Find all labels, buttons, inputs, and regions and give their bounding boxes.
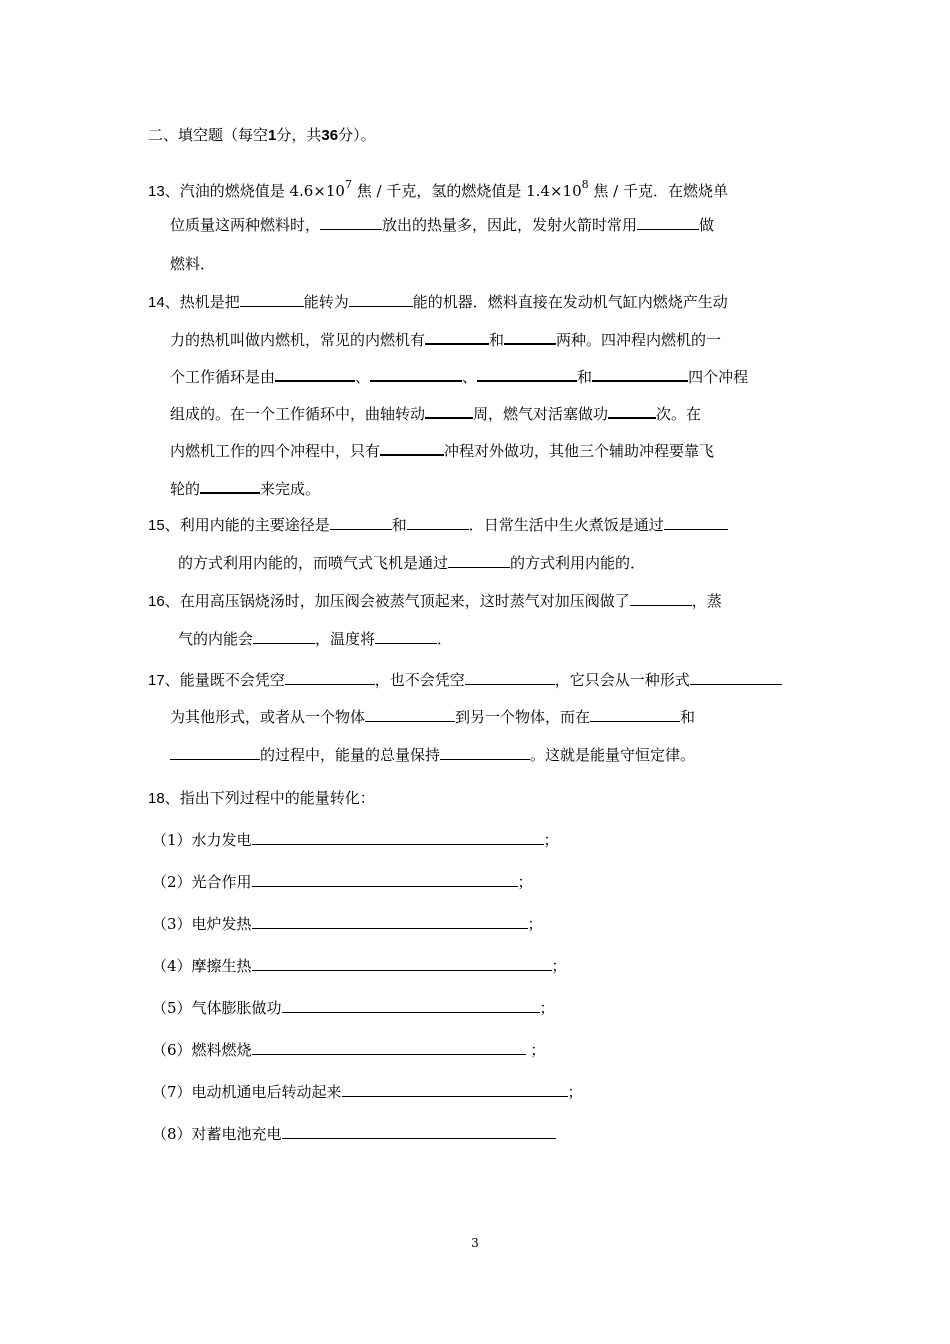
section-title-middle: 分，共	[276, 126, 322, 144]
answer-blank[interactable]	[477, 366, 577, 382]
answer-blank[interactable]	[252, 1040, 526, 1055]
q16-text: ．	[437, 630, 453, 648]
q17-text: 和	[680, 708, 696, 726]
answer-blank[interactable]	[282, 1124, 556, 1139]
score-total: 36	[321, 127, 339, 144]
q14-line-4	[170, 403, 701, 424]
q18-item-end: ；	[517, 873, 533, 891]
q16-text: 气的内能会	[178, 630, 254, 648]
q14-text: 周，燃气对活塞做功	[473, 405, 609, 423]
q14-text: 个工作循环是由	[170, 368, 276, 386]
answer-blank[interactable]	[200, 478, 260, 494]
q18-item-end: ；	[539, 999, 555, 1017]
q13-text: 放出的热量多，因此，发射火箭时常用	[382, 216, 638, 234]
answer-blank[interactable]	[380, 440, 444, 456]
q18-item	[152, 956, 567, 976]
q17-text: ，也不会凭空	[374, 671, 465, 689]
q18-item-end: ；	[551, 957, 567, 975]
q16-line-2	[178, 629, 452, 649]
answer-blank[interactable]	[275, 366, 355, 382]
answer-blank[interactable]	[407, 515, 469, 530]
answer-blank[interactable]	[590, 707, 680, 722]
answer-blank[interactable]	[465, 670, 555, 685]
q18-heading	[148, 788, 375, 809]
q13-text: 焦 / 千克，氢的燃烧值是 1.4×10	[351, 182, 582, 200]
q17-line-3	[170, 745, 695, 765]
q15-line-2	[178, 553, 645, 573]
q14-text: 内燃机工作的四个冲程中，只有	[170, 442, 381, 460]
q18-item-end: ；	[567, 1083, 583, 1101]
q16-text: 在用高压锅烧汤时，加压阀会被蒸气顶起来，这时蒸气对加压阀做了	[179, 592, 630, 610]
q14-text: 来完成。	[260, 480, 321, 498]
answer-blank[interactable]	[285, 670, 375, 685]
q16-text: ，温度将	[315, 630, 376, 648]
answer-blank[interactable]	[342, 1082, 568, 1097]
q14-text: 、	[355, 368, 371, 386]
q13-text: 燃料．	[170, 255, 216, 273]
answer-blank[interactable]	[240, 292, 304, 307]
q17-text: 能量既不会凭空	[179, 671, 285, 689]
q18-item-label: （5）气体膨胀做功	[152, 999, 282, 1017]
q14-line-5	[170, 440, 714, 461]
q15-text: 的方式利用内能的，而喷气式飞机是通过	[178, 554, 449, 572]
q17-line-1	[148, 670, 782, 691]
q14-text: 能转为	[303, 293, 349, 311]
q14-text: 两种。四冲程内燃机的一	[556, 331, 722, 349]
answer-blank[interactable]	[425, 329, 489, 345]
q17-text: 的过程中，能量的总量保持	[260, 746, 441, 764]
q14-text: 和	[489, 331, 505, 349]
q14-text: 力的热机叫做内燃机，常见的内燃机有	[170, 331, 426, 349]
answer-blank[interactable]	[252, 914, 528, 929]
q15-text: 和	[391, 516, 407, 534]
q14-line-6	[170, 478, 320, 499]
q18-title: 指出下列过程中的能量转化：	[179, 789, 375, 807]
q18-item-end: ；	[527, 915, 543, 933]
q13-exponent-2: 8	[581, 178, 589, 191]
q18-item	[152, 1124, 556, 1144]
q14-text: 冲程对外做功，其他三个辅助冲程要靠飞	[444, 442, 715, 460]
q18-item-label: （1）水力发电	[152, 831, 252, 849]
q18-number: 18、	[148, 790, 180, 807]
answer-blank[interactable]	[365, 707, 455, 722]
answer-blank[interactable]	[425, 403, 473, 419]
answer-blank[interactable]	[664, 515, 728, 530]
answer-blank[interactable]	[370, 366, 462, 382]
answer-blank[interactable]	[253, 629, 315, 644]
page-number: 3	[471, 1236, 479, 1250]
q17-line-2	[170, 707, 695, 727]
q18-item-label: （6）燃料燃烧	[152, 1041, 252, 1059]
q15-number: 15、	[148, 517, 180, 534]
q13-text: 位质量这两种燃料时，	[170, 216, 321, 234]
q14-text: 组成的。在一个工作循环中，曲轴转动	[170, 405, 426, 423]
q15-text: ．日常生活中生火煮饭是通过	[468, 516, 664, 534]
q14-number: 14、	[148, 294, 180, 311]
q14-text: 四个冲程	[688, 368, 749, 386]
answer-blank[interactable]	[252, 872, 518, 887]
q16-line-1	[148, 591, 722, 612]
answer-blank[interactable]	[252, 956, 552, 971]
q18-item-label: （7）电动机通电后转动起来	[152, 1083, 342, 1101]
q18-item-label: （3）电炉发热	[152, 915, 252, 933]
q18-item	[152, 998, 555, 1018]
section-title-prefix: 二、填空题（每空	[148, 126, 269, 144]
answer-blank[interactable]	[320, 215, 382, 230]
q18-item-label: （8）对蓄电池充电	[152, 1125, 282, 1143]
answer-blank[interactable]	[170, 745, 260, 760]
q13-text: 汽油的燃烧值是 4.6×10	[179, 182, 345, 200]
answer-blank[interactable]	[630, 591, 692, 606]
q14-text: 次。在	[656, 405, 702, 423]
q13-exponent-1: 7	[344, 178, 352, 191]
answer-blank[interactable]	[330, 515, 392, 530]
q14-text: 、	[462, 368, 478, 386]
answer-blank[interactable]	[637, 215, 699, 230]
q17-number: 17、	[148, 672, 180, 689]
q18-item	[152, 914, 543, 934]
q14-line-1	[148, 292, 728, 313]
q18-item-end: ；	[525, 1041, 546, 1059]
q15-text: 利用内能的主要途径是	[179, 516, 330, 534]
q17-text: 。这就是能量守恒定律。	[530, 746, 696, 764]
q18-item	[152, 872, 533, 892]
q13-number: 13、	[148, 183, 180, 200]
answer-blank[interactable]	[448, 553, 510, 568]
q17-text: ，它只会从一种形式	[554, 671, 690, 689]
q16-number: 16、	[148, 593, 180, 610]
answer-blank[interactable]	[504, 329, 556, 345]
score-each: 1	[268, 127, 277, 144]
section-title-suffix: 分）。	[338, 126, 376, 144]
q14-line-3	[170, 366, 748, 387]
q18-item	[152, 830, 559, 850]
q16-text: ，蒸	[691, 592, 722, 610]
q13-line-1	[148, 177, 728, 202]
q17-text: 到另一个物体，而在	[455, 708, 591, 726]
answer-blank[interactable]	[690, 670, 782, 685]
answer-blank[interactable]	[592, 366, 688, 382]
q14-text: 轮的	[170, 480, 201, 498]
answer-blank[interactable]	[440, 745, 530, 760]
q13-text: 焦 / 千克．在燃烧单	[588, 182, 728, 200]
q14-line-2	[170, 329, 721, 350]
answer-blank[interactable]	[375, 629, 437, 644]
q14-text: 能的机器．燃料直接在发动机气缸内燃烧产生动	[412, 293, 728, 311]
answer-blank[interactable]	[349, 292, 413, 307]
q18-item-end: ；	[543, 831, 559, 849]
section-title	[148, 125, 376, 146]
answer-blank[interactable]	[282, 998, 540, 1013]
q13-line-3	[170, 254, 215, 274]
q15-line-1	[148, 515, 728, 536]
q13-text: 做	[699, 216, 715, 234]
q17-text: 为其他形式，或者从一个物体	[170, 708, 366, 726]
q15-text: 的方式利用内能的．	[510, 554, 646, 572]
q18-item-label: （2）光合作用	[152, 873, 252, 891]
q13-line-2	[170, 215, 714, 235]
answer-blank[interactable]	[252, 830, 544, 845]
q18-item	[152, 1082, 583, 1102]
q14-text: 和	[577, 368, 593, 386]
q18-item-label: （4）摩擦生热	[152, 957, 252, 975]
q18-item	[152, 1040, 545, 1060]
q14-text: 热机是把	[179, 293, 240, 311]
answer-blank[interactable]	[608, 403, 656, 419]
